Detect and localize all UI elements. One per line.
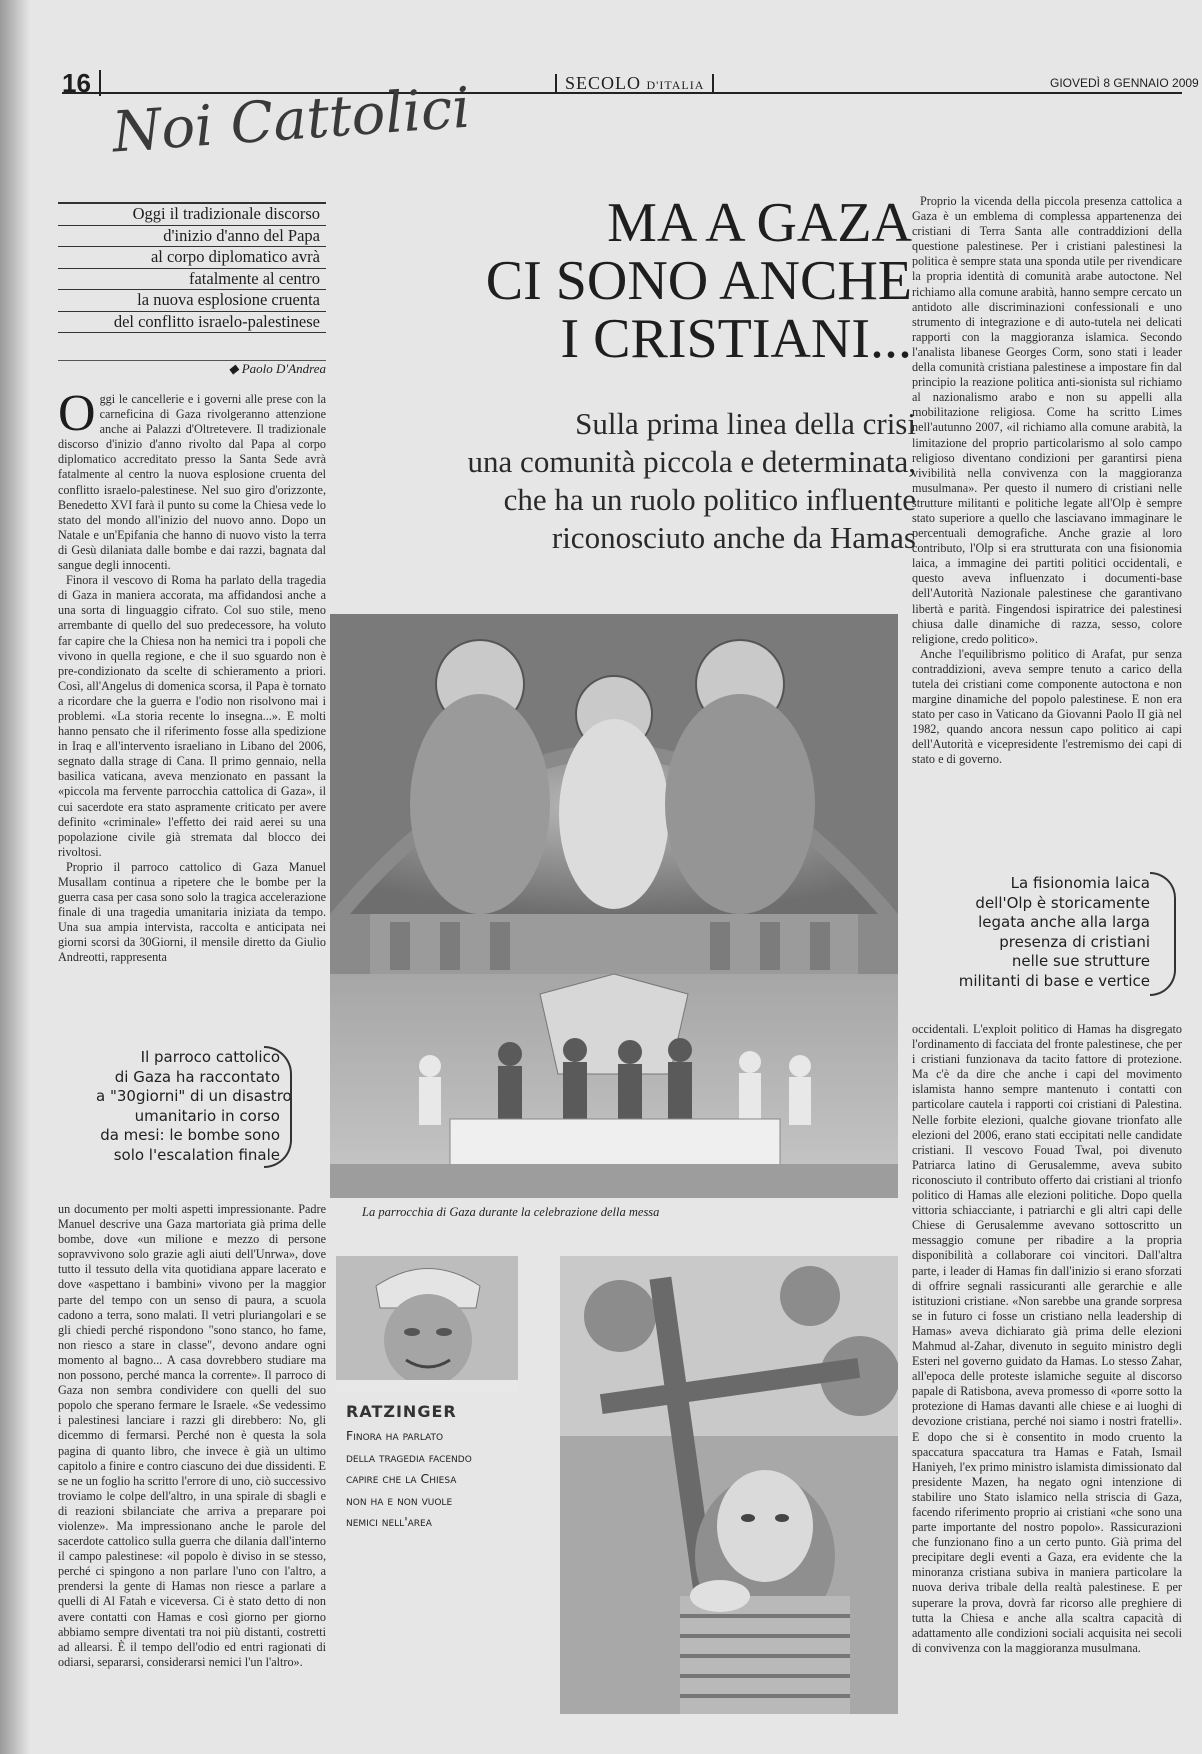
pull-quote-line: solo l'escalation finale	[113, 1145, 280, 1164]
pull-quote-line: umanitario in corso	[134, 1106, 280, 1125]
photo-caption: La parrocchia di Gaza durante la celebrazione della messa	[362, 1205, 660, 1219]
masthead	[555, 74, 714, 94]
pope-portrait	[336, 1256, 518, 1392]
article-column-3-continued	[912, 1022, 1182, 1722]
pull-quote-line: nelle sue strutture	[1011, 952, 1150, 970]
pull-quote-line: legata anche alla larga	[978, 913, 1150, 931]
girl-holding-cross-illustration	[560, 1256, 898, 1714]
main-photo	[330, 614, 898, 1198]
ratzinger-quote-line: della tragedia facendo	[346, 1449, 472, 1465]
subheadline-line: che ha un ruolo politico influente	[503, 482, 916, 517]
issue-date: GIOVEDÌ 8 GENNAIO 2009	[1050, 76, 1199, 90]
kicker-line: del conflitto israelo-palestinese	[58, 312, 326, 334]
ratzinger-quote-line: capire che la Chiesa	[346, 1471, 457, 1486]
masthead-title: SECOLO	[565, 73, 642, 93]
headline-line: I CRISTIANI...	[560, 308, 912, 370]
section-title: Noi Cattolici	[110, 75, 473, 166]
paragraph: Anche l'equilibrismo politico di Arafat, pur senza contraddizioni, aveva sempre tenuto a carico della tutela dei cristiani come componente autoctona e non margine dinamiche del popolo palestinese. E non era stato per caso in Vaticano da Giovanni Paolo II già nel 1982, quando ancora nessun capo politico ai capi dell'Autorità e vicepresidente l'estremismo dei capi di stato e di governo.	[912, 646, 1182, 767]
pull-quote-line: dell'Olp è storicamente	[975, 893, 1150, 912]
paragraph: Finora il vescovo di Roma ha parlato della tragedia di Gaza in maniera accorata, ma affidandosi anche a una sorta di linguaggio cifrato. Col suo stile, meno arrembante di quello del suo predecessore, ha voluto far capire che la Chiesa non ha nemici tra i popoli che vivono in quella regione, e che il suo sguardo non è pre-condizionato da scelte di schieramento a priori. Così, all'Angelus di domenica scorsa, il Papa è tornato a ricordare che la guerra e l'odio non risolvono mai i problemi. «La storia recente lo insegna...». E molti hanno pensato che il riferimento fosse alla spedizione in Iraq e all'intervento israeliano in Libano del 2006, segnato dalla strage di Cana. Il primo gennaio, nella basilica vaticana, aveva menzionato en passant la «piccola ma fervente parrocchia cattolica di Gaza», il cui sacerdote era stato aspramente criticato per avere definito «criminale» l'effetto dei raid aerei su una popolazione civile già stremata dal blocco dei rivoltosi.	[58, 573, 326, 859]
ratzinger-quote-line: Finora ha parlato	[346, 1428, 444, 1443]
ratzinger-label: RATZINGER	[346, 1402, 457, 1421]
author-name: Paolo D'Andrea	[241, 361, 326, 376]
subheadline-line: una comunità piccola e determinata,	[467, 444, 916, 479]
page-number: 16	[62, 70, 101, 96]
article-column-3	[912, 194, 1182, 862]
pull-quote-line: presenza di cristiani	[999, 932, 1150, 951]
byline	[58, 360, 326, 377]
masthead-small: D'ITALIA	[646, 78, 705, 92]
pull-quote-line: Il parroco cattolico	[140, 1048, 280, 1066]
kicker-line: al corpo diplomatico avrà	[58, 247, 326, 269]
subheadline	[340, 405, 916, 557]
kicker-line: Oggi il tradizionale discorso	[58, 204, 326, 226]
pull-quote-right	[932, 874, 1150, 991]
ratzinger-quote	[346, 1425, 526, 1533]
paragraph: occidentali. L'exploit politico di Hamas ha disgregato l'ordinamento di facciata del fronte palestinese, che per i cristiani funzionava da tacito fattore di protezione. Ma c'è da dire che anche i capi del movimento islamista hanno sempre mantenuto i contatti con particolare cautela i rapporti coi cristiani di Palestina. Nelle forbite elezioni, qualche giovane trionfato alle elezioni del 2006, erano stati eccipitati nelle candidate cristiani. Il vescovo Fouad Twal, poi divenuto Patriarca latino di Gerusalemme, aveva subito riconosciuto il contributo offerto dai cristiani al trionfo politico di Hamas alle elezioni politiche. Dopo quella vittoria schiacciante, i patriarchi e gli altri capi delle Chiese di Gerusalemme avevano sottoscritto un messaggio comune per ribadire a la propria disponibilità a collaborare coi vincitori. Dall'altra parte, i leader di Hamas fin dall'inizio si erano sforzati di offrire segnali rassicuranti alle gerarchie e alle istituzioni cristiane. «Non sarebbe una grande sorpresa se in futuro ci fosse un cristiano nella leadership di Hamas» aveva dichiarato già prima delle elezioni Mahmud al-Zahar, divenuto in seguito ministro degli Esteri nel governo guidato da Hamas. Lo stesso Zahar, all'epoca delle proteste islamiche seguite al discorso papale di Ratisbona, aveva promesso di «porre sotto la protezione di Hamas davanti alle chiese e ai luoghi di devozione cristiana, perché noi siamo i nostri fratelli». E dopo che si è consentito in modo cruento la spaccatura spaccatura tra Hamas e Fatah, Ismail Haniyeh, l'ex primo ministro islamista dimissionato dal presidente Mazen, ha negato ogni intenzione di stabilire uno Stato islamico nella striscia di Gaza, facendo riferimento proprio ai cristiani «che sono una parte importante del nostro popolo». Rassicurazioni che funzionano fino a un certo punto. Già prima del precipitare degli eventi a Gaza, era evidente che la minoranza cristiana subiva in maniera particolare la nuova deriva tribale della realtà palestinese. E per superare la prova, dovrà far ricorso alle preghiere di tutta la Chiesa e anche alla scaltra capacità di adattamento alle condizioni sociali acquisita nei secoli di convivenza con la maggioranza musulmana.	[912, 1022, 1182, 1655]
subheadline-line: Sulla prima linea della crisi	[575, 406, 916, 441]
drop-cap: O	[58, 392, 96, 442]
pull-quote-bracket	[264, 1046, 292, 1168]
church-mosaic-illustration	[330, 614, 898, 1198]
headline	[440, 194, 912, 368]
girl-photo	[560, 1256, 898, 1714]
article-column-1-continued	[58, 1202, 326, 1712]
ratzinger-quote-line: non ha e non vuole	[346, 1492, 453, 1508]
kicker-line: d'inizio d'anno del Papa	[58, 226, 326, 248]
pull-quote-line: La fisionomia laica	[1010, 874, 1150, 892]
paragraph: un documento per molti aspetti impressionante. Padre Manuel descrive una Gaza martoriata già prima delle bombe, dove «un milione e mezzo di persone sopravvivono solo grazie agli aiuti dell'Unrwa», dove tutto il tessuto della vita quotidiana appare lacerato e dove «aspettano i bambini» vivono per la maggior parte del tempo con un senso di paura, a scuola cadono a terra, sono malati. Il vetri pluriangolari e se gli chiedi perché rispondono "sono stanco, ho fame, non riesco a stare in classe", devono andare ogni momento al bagno... A casa dovrebbero studiare ma non possono, perché manca la corrente». Il parroco di Gaza non sembra condividere con quelli del suo popolo che sperano fermare le Israele. «Se vedessimo i palestinesi lanciare i razzi gli direbbero: No, gli dicemmo di fermarsi. Perché non è questa la sola pagina di quanto libro, che invece è già un ultimo capitolo a finire e contro ciascuno dei due dissidenti. E se ne un foglio ha scritto l'errore di uno, ciò successivo troviamo le colpe dell'altro, in una spirale di sbagli e di reazioni sbilanciate che arriva a preparare poi violenze». Ma impressionano anche le parole del sacerdote cattolico sulla guerra che dilania dall'interno il campo palestinese: «il popolo è diviso in se stesso, perché ci spingono a non parlare l'uno con l'altro, a prendersi la gente di Hamas non riesce a parlare a quelli di Al Fatah e viceversa. Ci è stato detto di non avere contatti con Hamas e così giorno per giorno abbiamo sempre diventati tra noi più distanti, costretti ad allearsi. È il tempo dell'odio ed entri ragionati di odiarsi, separarsi, considerarsi nemici l'un l'altro».	[58, 1202, 326, 1669]
paragraph	[58, 392, 326, 573]
pull-quote-line: da mesi: le bombe sono	[100, 1126, 280, 1144]
page-spine-shadow	[0, 0, 30, 1754]
article-column-1	[58, 392, 326, 1018]
subheadline-line: riconosciuto anche da Hamas	[551, 520, 916, 555]
kicker-line: fatalmente al centro	[58, 269, 326, 291]
pull-quote-line: di Gaza ha raccontato	[114, 1067, 280, 1086]
diamond-icon: ◆	[228, 361, 242, 376]
headline-line: CI SONO ANCHE	[485, 250, 912, 312]
kicker-line: la nuova esplosione cruenta	[58, 290, 326, 312]
ratzinger-quote-line: nemici nell'area	[346, 1514, 432, 1529]
pull-quote-line: a "30giorni" di un disastro	[96, 1087, 292, 1105]
ratzinger-photo	[336, 1256, 518, 1392]
pull-quote-left	[96, 1048, 292, 1165]
pull-quote-line: militanti di base e vertice	[958, 971, 1150, 990]
paragraph: Proprio la vicenda della piccola presenza cattolica a Gaza è un emblema di complessa appartenenza dei cristiani di Terra Santa alle contraddizioni della questione palestinese. Per i cristiani palestinesi la politica è sempre stata una sponda utile per rivendicare la propria identità di comunità arabe autoctone. Nel richiamo alla comune arabità, hanno sempre cercato un antidoto alle discriminazioni confessionali e uno strumento di integrazione e di auto-tutela nei delicati rapporti con la maggioranza islamica. Secondo l'analista libanese Georges Corm, sono stati i leader della comunità cristiana palestinese a impostare fin dal principio la reazione politica anti-sionista sul richiamo al nazionalismo arabo e non su appelli alla mobilitazione religiosa. Come ha scritto Limes nell'autunno 2007, «il richiamo alla comune arabità, la limitazione del proprio particolarismo al solo campo religioso diventano condizioni per garantirsi piena vivibilità nella convivenza con la maggioranza musulmana». Per questo il numero di cristiani nelle strutture militanti e politiche legate all'Olp è sempre stato superiore a quello che lasciavano immaginare le percentuali demografiche. Anche grazie al loro contributo, l'Olp si era strutturata con una fisionomia laica, a immagine dei partiti politici occidentali, e questo aveva influenzato i documenti-base dell'Autorità Nazionale palestinese che garantivano libertà e parità. Fingendosi ispiratrice dei palestinesi chiusa dalle dinamiche di razza, sesso, colore religione, credo politico».	[912, 194, 1182, 646]
kicker-box	[58, 202, 326, 333]
headline-line: MA A GAZA	[607, 192, 912, 254]
paragraph: Proprio il parroco cattolico di Gaza Manuel Musallam continua a ripetere che le bombe per la guerra casa per casa sono solo la tragica accelerazione finale di una tragedia umanitaria iniziata da tempo. Una sua ampia intervista, raccolta e anticipata nei giorni scorsi da 30Giorni, il mensile diretto da Giulio Andreotti, rappresenta	[58, 859, 326, 965]
pull-quote-bracket	[1150, 872, 1176, 996]
paragraph-text: ggi le cancellerie e i governi alle prese con la carneficina di Gaza rivolgeranno attenzione anche ai Palazzi d'Oltretevere. Il tradizionale discorso d'inizio d'anno rivolto dal Papa al corpo diplomatico accreditato presso la Santa Sede avrà fatalmente al centro la nuova esplosione cruenta del conflitto israelo-palestinese. Nel suo giro d'orizzonte, Benedetto XVI farà il punto su come la Chiesa vede lo stato del mondo all'inizio del nuovo anno. Dopo un Natale e un'Epifania che hanno di nuovo visto la terra di Gesù dilaniata dalle bombe e dai razzi, bagnata dal sangue degli innocenti.	[58, 392, 326, 573]
